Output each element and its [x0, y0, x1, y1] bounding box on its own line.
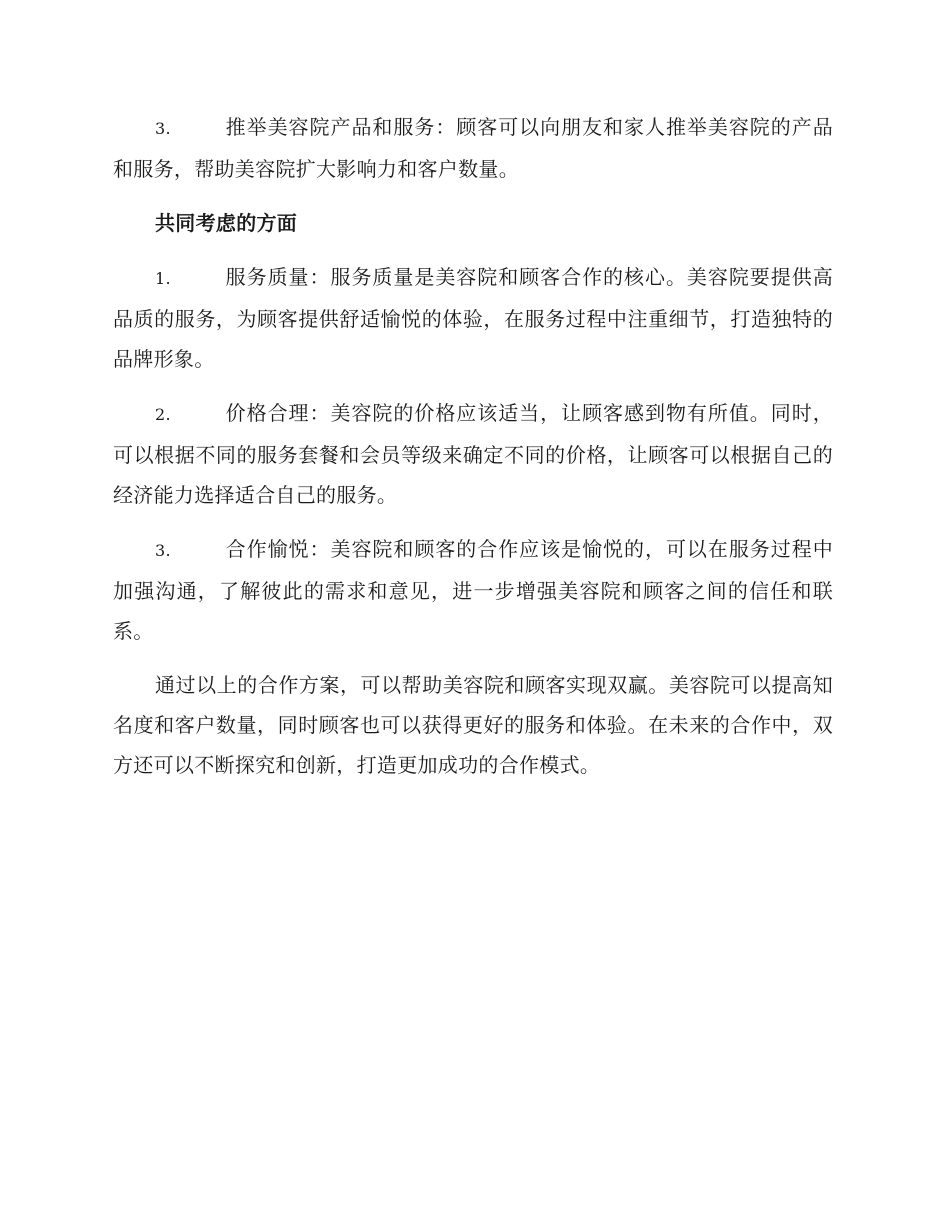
conclusion-paragraph: 通过以上的合作方案，可以帮助美容院和顾客实现双赢。美容院可以提高知名度和客户数量，同时顾客也可以获得更好的服务和体验。在未来的合作中，双方还可以不断探究和创新，打造更加成功的合作模式。 [113, 673, 833, 777]
item-number: 3. [155, 541, 171, 560]
item-number: 3. [155, 119, 171, 138]
item-number: 1. [155, 269, 171, 288]
document-page [113, 107, 833, 799]
section-heading: 共同考虑的方面 [155, 211, 298, 235]
list-item [113, 107, 833, 189]
item-text: 合作愉悦：美容院和顾客的合作应该是愉悦的，可以在服务过程中加强沟通，了解彼此的需求和意见，进一步增强美容院和顾客之间的信任和联系。 [113, 537, 833, 643]
item-text: 推举美容院产品和服务：顾客可以向朋友和家人推举美容院的产品和服务，帮助美容院扩大影响力和客户数量。 [113, 115, 833, 181]
item-number: 2. [155, 405, 171, 424]
item-text: 服务质量：服务质量是美容院和顾客合作的核心。美容院要提供高品质的服务，为顾客提供舒适愉悦的体验，在服务过程中注重细节，打造独特的品牌形象。 [113, 265, 833, 371]
item-text: 价格合理：美容院的价格应该适当，让顾客感到物有所值。同时，可以根据不同的服务套餐和会员等级来确定不同的价格，让顾客可以根据自己的经济能力选择适合自己的服务。 [113, 401, 833, 507]
list-item [113, 529, 833, 651]
list-item [113, 393, 833, 515]
list-item [113, 257, 833, 379]
